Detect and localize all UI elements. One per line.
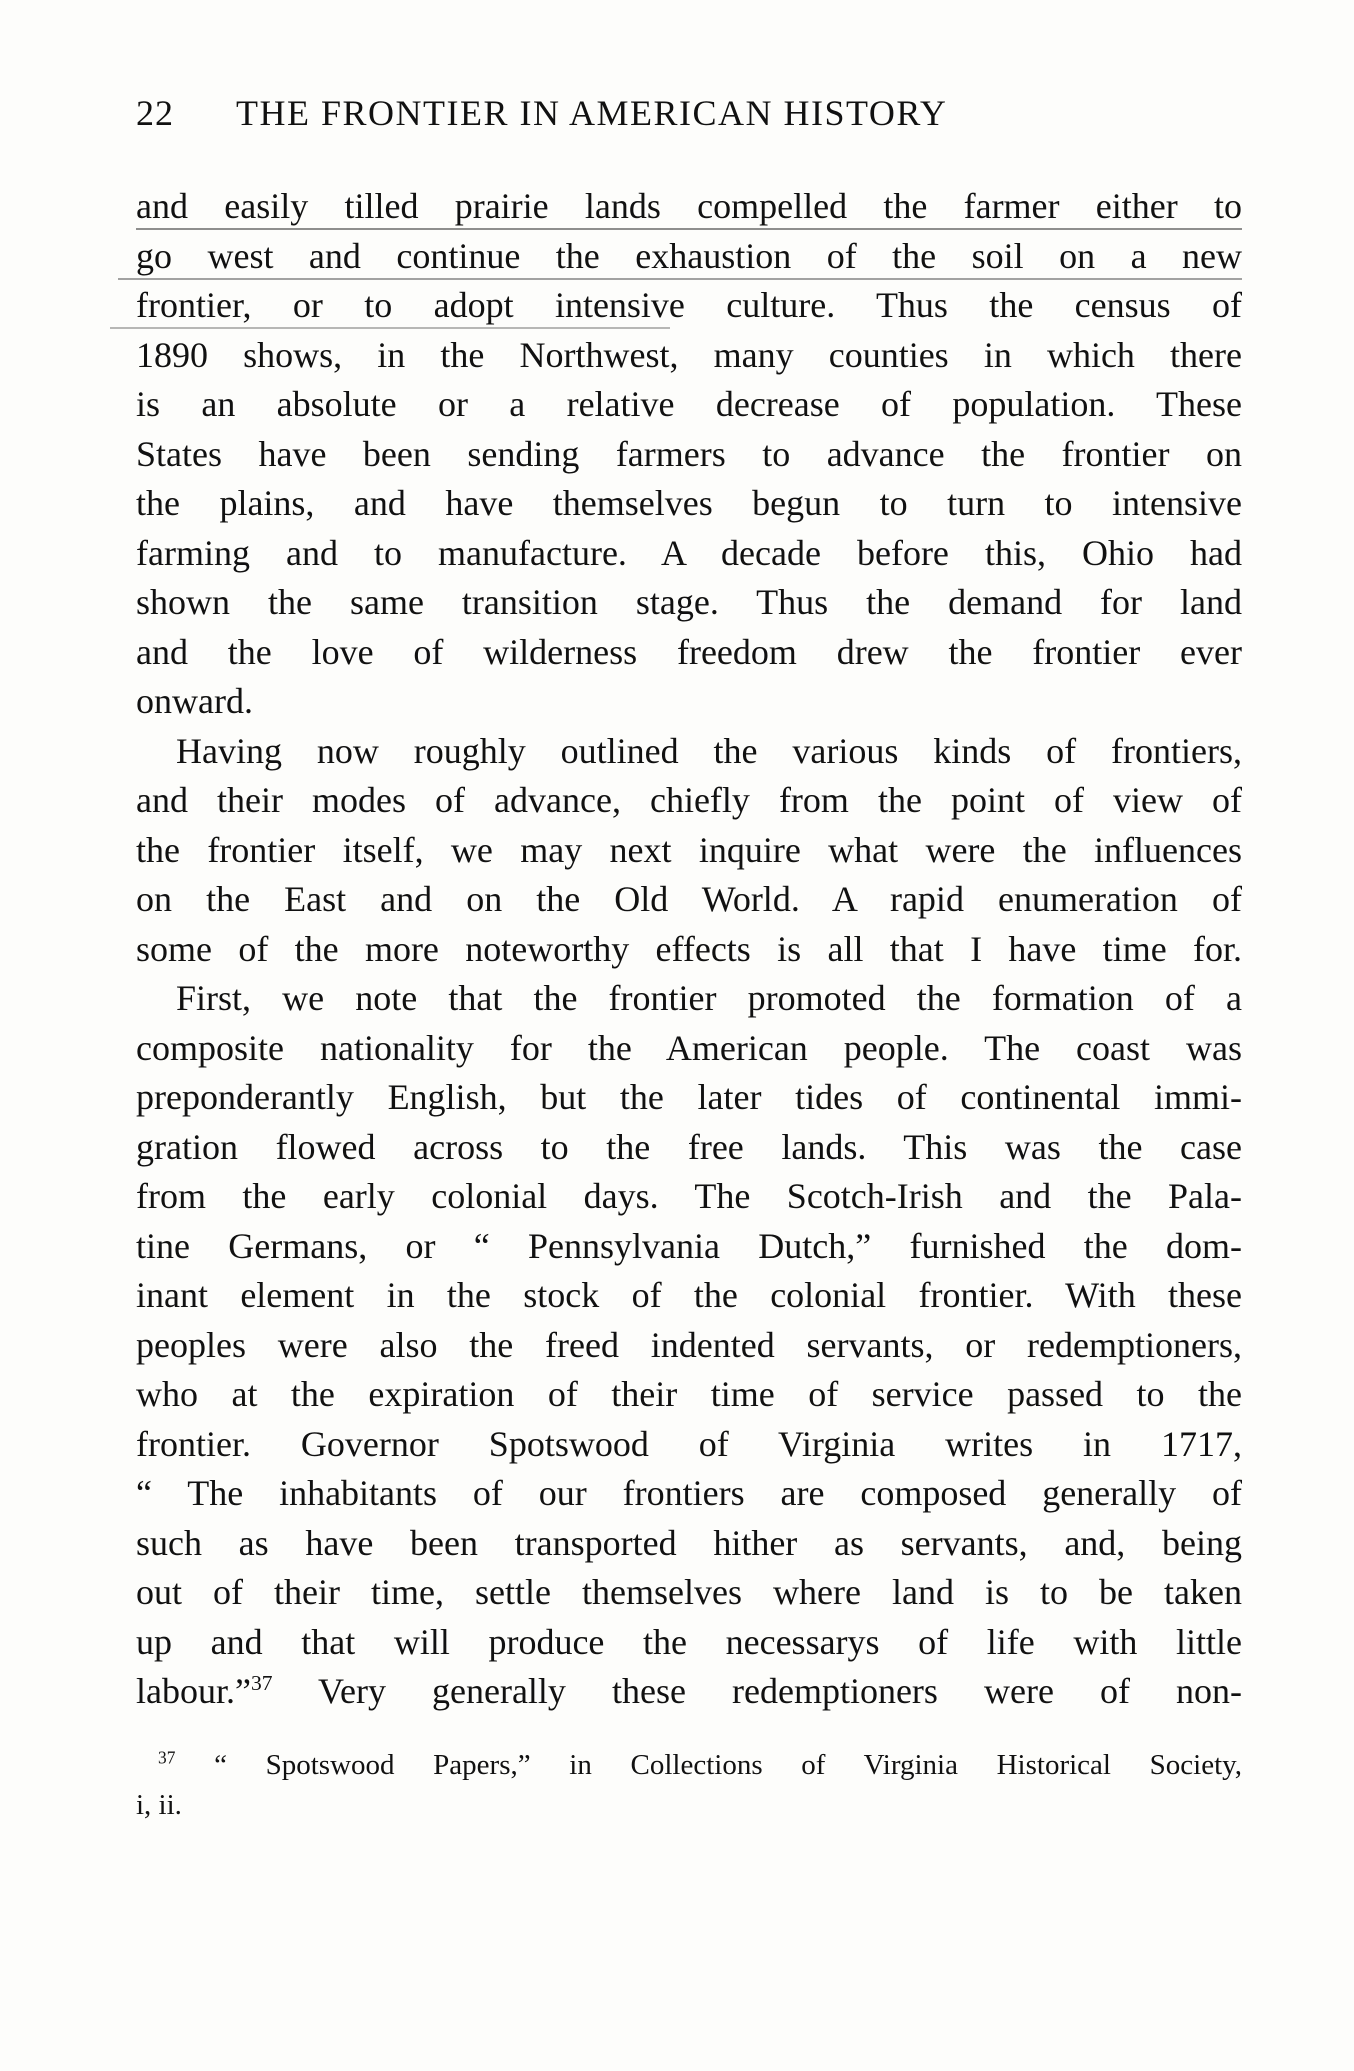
text-line: First, we note that the frontier promoted the formation of a <box>176 978 1242 1018</box>
text-line: some of the more noteworthy effects is all that I have time for. <box>136 928 1242 969</box>
text-line: the plains, and have themselves begun to turn to intensive <box>136 483 1242 523</box>
footnote <box>136 1745 1242 1825</box>
footnote-number: 37 <box>158 1747 176 1768</box>
text-line: frontier, or to adopt intensive culture. Thus the census of <box>136 285 1242 325</box>
text-line: frontier. Governor Spotswood of Virginia writes in 1717, <box>136 1423 1242 1464</box>
text-line: peoples were also the freed indented servants, or redemptioners, <box>136 1324 1242 1365</box>
text-line: on the East and on the Old World. A rapid enumeration of <box>136 879 1242 919</box>
text-line: out of their time, settle themselves where land is to be taken <box>136 1572 1242 1612</box>
text-line: up and that will produce the necessarys of life with little <box>136 1621 1242 1662</box>
footnote-ref: 37 <box>250 1671 273 1696</box>
text-line-with-footnote-ref <box>136 1667 1242 1717</box>
text-line: farming and to manufacture. A decade before this, Ohio had <box>136 532 1242 573</box>
text-fragment: Very generally these redemptioners were of non- <box>317 1671 1242 1711</box>
text-line: and easily tilled prairie lands compelled the farmer either to <box>136 186 1242 226</box>
text-line: go west and continue the exhaustion of the soil on a new <box>136 235 1242 276</box>
text-line: such as have been transported hither as servants, and, being <box>136 1522 1242 1563</box>
text-line: gration flowed across to the free lands. This was the case <box>136 1126 1242 1167</box>
text-line: “ The inhabitants of our frontiers are composed generally of <box>136 1473 1242 1513</box>
text-line: Having now roughly outlined the various kinds of frontiers, <box>176 730 1242 771</box>
text-line: is an absolute or a relative decrease of population. These <box>136 384 1242 424</box>
text-line: States have been sending farmers to advance the frontier on <box>136 433 1242 474</box>
footnote-line: i, ii. <box>136 1789 182 1821</box>
text-line: and the love of wilderness freedom drew the frontier ever <box>136 631 1242 672</box>
footnote-text: “ Spotswood Papers,” in Collections of Virginia Historical Society, <box>214 1749 1242 1781</box>
text-line: who at the expiration of their time of service passed to the <box>136 1374 1242 1414</box>
text-fragment: labour.” <box>136 1671 251 1711</box>
text-line: tine Germans, or “ Pennsylvania Dutch,” furnished the dom- <box>136 1225 1242 1266</box>
text-line: inant element in the stock of the colonial frontier. With these <box>136 1275 1242 1315</box>
page-number: 22 <box>136 93 174 133</box>
running-head <box>136 92 1236 148</box>
running-title: THE FRONTIER IN AMERICAN HISTORY <box>236 93 948 133</box>
text-line: shown the same transition stage. Thus the demand for land <box>136 582 1242 622</box>
body-text <box>136 182 1242 1717</box>
footnote-line <box>136 1745 1242 1785</box>
text-line: 1890 shows, in the Northwest, many counties in which there <box>136 334 1242 375</box>
text-line: onward. <box>136 681 253 721</box>
text-line: and their modes of advance, chiefly from the point of view of <box>136 780 1242 820</box>
text-line: the frontier itself, we may next inquire what were the influences <box>136 829 1242 870</box>
text-line: composite nationality for the American people. The coast was <box>136 1027 1242 1068</box>
text-line: preponderantly English, but the later tides of continental immi- <box>136 1077 1242 1117</box>
text-line: from the early colonial days. The Scotch-Irish and the Pala- <box>136 1176 1242 1216</box>
